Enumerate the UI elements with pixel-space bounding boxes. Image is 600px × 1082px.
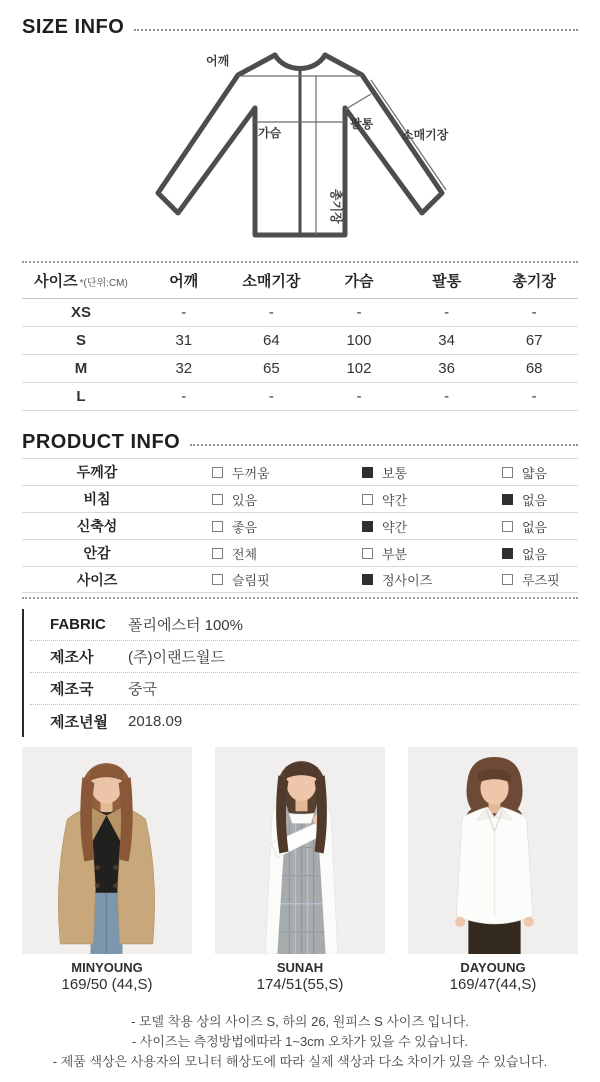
product-info-header — [22, 431, 578, 454]
option-label: 없음 — [522, 519, 548, 535]
value-cell: - — [268, 388, 274, 405]
option — [322, 570, 467, 589]
checkbox-filled-icon — [502, 548, 513, 559]
option — [172, 544, 322, 563]
model-photos — [22, 747, 578, 995]
checkbox-empty-icon — [212, 521, 223, 532]
footer-notes — [22, 1012, 578, 1072]
product-info-row-sheerness — [22, 485, 578, 512]
fabric-row — [30, 673, 578, 705]
checkbox-empty-icon — [362, 548, 373, 559]
value-cell: - — [181, 388, 187, 405]
option — [322, 544, 467, 563]
checkbox-filled-icon — [502, 494, 513, 505]
value-cell: - — [444, 304, 450, 321]
value-cell: - — [531, 304, 537, 321]
option-label: 없음 — [522, 492, 548, 508]
size-table-header-col: 소매기장 — [242, 273, 301, 290]
size-table-header-col: 팔통 — [432, 273, 462, 290]
size-table-row-xs — [22, 299, 578, 327]
note-line: - 제품 색상은 사용자의 모니터 해상도에 따라 실제 색상과 다소 차이가 있을 수 있습니다. — [52, 1054, 548, 1070]
size-table-row-l — [22, 383, 578, 411]
model-name: MINYOUNG — [71, 960, 143, 975]
fabric-row — [30, 705, 578, 737]
option-label: 있음 — [232, 492, 258, 508]
product-info-row-fit — [22, 566, 578, 593]
size-table-row-m — [22, 355, 578, 383]
row-label: 안감 — [83, 545, 111, 561]
fabric-row — [30, 609, 578, 641]
fabric-row — [30, 641, 578, 673]
value-cell: 36 — [438, 360, 455, 377]
fabric-value: 2018.09 — [128, 712, 183, 730]
checkbox-empty-icon — [212, 574, 223, 585]
unit-note: *(단위:CM) — [79, 278, 128, 289]
value-cell: 67 — [525, 332, 543, 349]
garment-measurement-diagram — [140, 45, 460, 255]
option — [467, 463, 578, 482]
model-spec: 174/51(55,S) — [256, 976, 344, 994]
product-info-row-thickness — [22, 458, 578, 485]
fabric-label: 제조국 — [50, 681, 94, 698]
checkbox-empty-icon — [502, 574, 513, 585]
model-photo-dayoung — [408, 747, 578, 954]
size-cell: M — [74, 360, 88, 377]
checkbox-empty-icon — [212, 494, 223, 505]
fabric-value: 중국 — [128, 681, 157, 698]
dotted-rule — [190, 444, 578, 446]
option — [322, 517, 467, 536]
row-label: 비침 — [83, 491, 111, 507]
option-label: 약간 — [382, 519, 408, 535]
model-spec: 169/47(44,S) — [449, 976, 537, 994]
model-card — [215, 747, 385, 995]
option-label: 보통 — [382, 465, 408, 481]
checkbox-empty-icon — [502, 521, 513, 532]
model-photo-minyoung — [22, 747, 192, 954]
checkbox-filled-icon — [362, 574, 373, 585]
option-label: 전체 — [232, 546, 258, 562]
size-cell: S — [75, 332, 86, 349]
row-label: 신축성 — [76, 518, 118, 534]
value-cell: - — [356, 304, 362, 321]
note-line: - 모델 착용 상의 사이즈 S, 하의 26, 원피스 S 사이즈 입니다. — [131, 1014, 469, 1029]
fabric-label: 제조년월 — [50, 713, 108, 731]
size-info-header — [22, 16, 578, 39]
value-cell: 64 — [263, 332, 280, 349]
diagram-label-shoulder: 어깨 — [206, 54, 230, 68]
option-label: 두꺼움 — [232, 465, 270, 481]
fabric-info — [22, 609, 578, 737]
option-label: 부분 — [382, 546, 408, 562]
size-table-header-row — [22, 263, 578, 299]
product-info-title: PRODUCT INFO — [22, 431, 181, 453]
size-table-header-col: 어깨 — [169, 273, 199, 290]
value-cell: - — [268, 304, 274, 321]
product-info-row-lining — [22, 539, 578, 566]
option-label: 좋음 — [232, 519, 258, 535]
option-label: 슬림핏 — [232, 573, 270, 588]
value-cell: 32 — [175, 360, 193, 377]
size-table — [22, 263, 578, 411]
fabric-label: 제조사 — [50, 649, 94, 666]
diagram-label-total-length: 총기장 — [329, 189, 343, 224]
value-cell: - — [181, 304, 187, 321]
size-table-header-col: 총기장 — [512, 273, 556, 290]
model-caption — [22, 960, 192, 995]
size-table-header-size: 사이즈 *(단위:CM) — [34, 273, 128, 290]
option — [467, 544, 578, 563]
option — [172, 517, 322, 536]
diagram-label-arm: 팔통 — [350, 117, 374, 131]
checkbox-filled-icon — [362, 467, 373, 478]
option — [172, 463, 322, 482]
size-table-row-s — [22, 327, 578, 355]
value-cell: 65 — [263, 360, 280, 377]
option — [322, 490, 467, 509]
option-label: 루즈핏 — [522, 573, 560, 588]
checkbox-empty-icon — [502, 467, 513, 478]
model-photo-sunah — [215, 747, 385, 954]
value-cell: 68 — [525, 360, 543, 377]
diagram-label-chest: 가슴 — [258, 126, 282, 140]
option-label: 정사이즈 — [382, 573, 433, 588]
option — [322, 463, 467, 482]
model-caption — [408, 960, 578, 995]
value-cell: 34 — [438, 332, 455, 349]
option — [467, 517, 578, 536]
option-label: 약간 — [382, 492, 408, 508]
model-caption — [215, 960, 385, 995]
row-label: 사이즈 — [76, 571, 118, 588]
option — [467, 570, 578, 589]
checkbox-filled-icon — [362, 521, 373, 532]
model-spec: 169/50 (44,S) — [61, 976, 153, 994]
option-label: 얇음 — [522, 465, 548, 481]
checkbox-empty-icon — [212, 467, 223, 478]
value-cell: - — [531, 388, 537, 405]
value-cell: - — [444, 388, 450, 405]
checkbox-empty-icon — [212, 548, 223, 559]
diagram-label-sleeve: 소매기장 — [402, 128, 449, 142]
size-table-header-col: 가슴 — [344, 273, 374, 290]
fabric-value: 폴리에스터 100% — [128, 617, 243, 634]
option — [172, 490, 322, 509]
option — [172, 570, 322, 589]
value-cell: - — [356, 388, 362, 405]
model-name: SUNAH — [276, 960, 324, 975]
value-cell: 102 — [346, 360, 372, 377]
fabric-label: FABRIC — [50, 616, 106, 633]
row-label: 두께감 — [76, 464, 118, 480]
model-card — [408, 747, 578, 995]
value-cell: 31 — [175, 332, 193, 349]
note-line: - 사이즈는 측정방법에따라 1~3cm 오차가 있을 수 있습니다. — [131, 1034, 469, 1050]
option — [467, 490, 578, 509]
product-info-table — [22, 458, 578, 593]
fabric-value: (주)이랜드월드 — [128, 649, 225, 666]
section-divider — [22, 597, 578, 599]
product-info-row-stretch — [22, 512, 578, 539]
model-name: DAYOUNG — [460, 960, 526, 975]
model-card — [22, 747, 192, 995]
size-info-title: SIZE INFO — [22, 16, 125, 38]
option-label: 없음 — [522, 546, 548, 562]
value-cell: 100 — [346, 332, 372, 349]
dotted-rule — [134, 29, 578, 31]
size-cell: XS — [70, 304, 91, 321]
size-cell: L — [76, 388, 86, 405]
checkbox-empty-icon — [362, 494, 373, 505]
